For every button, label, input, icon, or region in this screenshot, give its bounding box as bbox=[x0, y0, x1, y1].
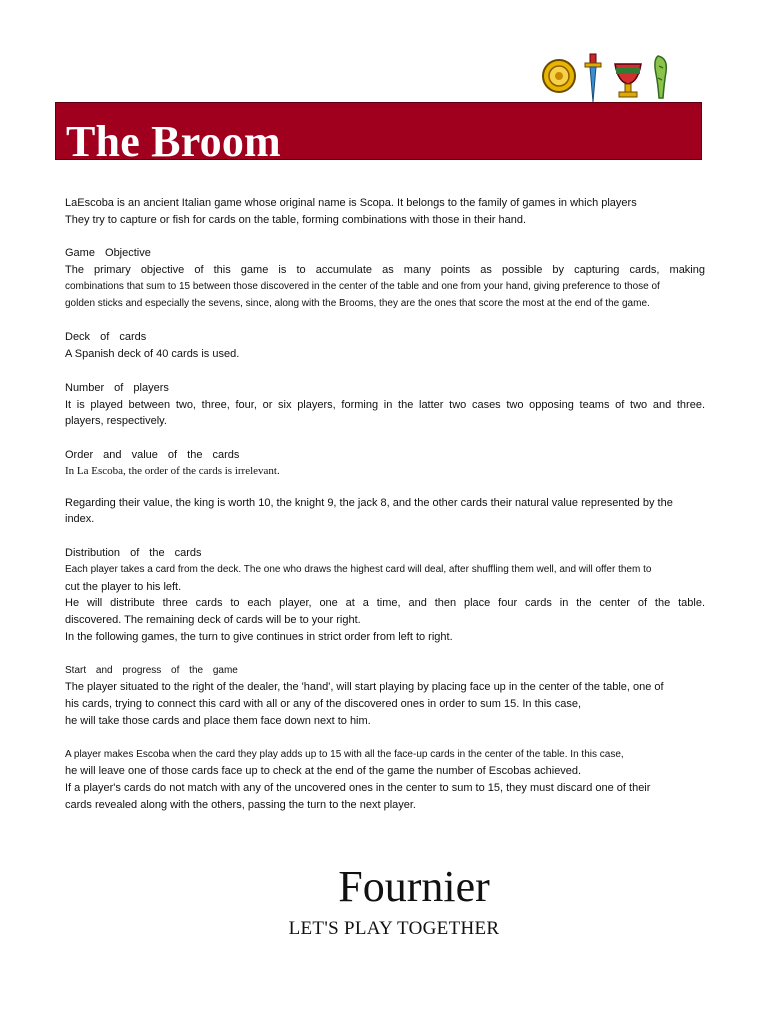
body-line: Regarding their value, the king is worth 10, the knight 9, the jack 8, and the other cards their natural value represented by the index. bbox=[65, 496, 673, 526]
body-line: A player makes Escoba when the card they play adds up to 15 with all the face-up cards in the center of the table. In this case, bbox=[65, 748, 624, 760]
body-line: players, respectively. bbox=[65, 415, 167, 428]
body-line: A Spanish deck of 40 cards is used. bbox=[65, 348, 240, 361]
cup-icon bbox=[615, 64, 641, 97]
body-line: cut the player to his left. bbox=[65, 580, 182, 593]
rules-body bbox=[65, 195, 705, 814]
body-line: he will take those cards and place them face down next to him. bbox=[65, 714, 371, 727]
intro-line: LaEscoba is an ancient Italian game whose original name is Scopa. It belongs to the family of games in which players bbox=[65, 197, 637, 209]
title-banner bbox=[55, 102, 702, 166]
suit-icons-group bbox=[540, 50, 675, 105]
brand-tagline: LET'S PLAY TOGETHER bbox=[288, 918, 500, 939]
body-line: It is played between two, three, four, or six players, forming in the latter two cases two opposing teams of two and three. bbox=[65, 398, 705, 411]
body-line: In the following games, the turn to give continues in strict order from left to right. bbox=[65, 630, 453, 643]
page-title: The Broom bbox=[66, 117, 281, 166]
section-heading: Start and progress of the game bbox=[65, 664, 238, 676]
body-line: his cards, trying to connect this card with all or any of the discovered ones in order to sum 15. In this case, bbox=[65, 698, 582, 711]
section-heading: Number of players bbox=[65, 381, 169, 394]
body-line: Each player takes a card from the deck. The one who draws the highest card will deal, after shuffling them well, and will offer them to bbox=[65, 563, 652, 575]
gold-coin-icon bbox=[543, 60, 575, 92]
section-heading: Order and value of the cards bbox=[65, 448, 240, 461]
body-line: combinations that sum to 15 between those discovered in the center of the table and one from your hand, giving preference to those of bbox=[65, 280, 660, 292]
body-line: In La Escoba, the order of the cards is irrelevant. bbox=[65, 464, 280, 477]
section-heading: Distribution of the cards bbox=[65, 546, 202, 559]
footer-brand bbox=[0, 862, 768, 940]
club-icon bbox=[655, 56, 666, 98]
sword-icon bbox=[585, 54, 601, 102]
section-heading: Game Objective bbox=[65, 247, 151, 260]
intro-line: They try to capture or fish for cards on the table, forming combinations with those in their hand. bbox=[65, 213, 527, 226]
brand-logo-text: Fournier bbox=[338, 862, 490, 911]
body-line: discovered. The remaining deck of cards will be to your right. bbox=[65, 614, 361, 627]
body-line: If a player's cards do not match with any of the uncovered ones in the center to sum to 15, they must discard one of their bbox=[65, 782, 651, 795]
body-line: He will distribute three cards to each player, one at a time, and then place four cards in the center of the table. bbox=[65, 597, 705, 610]
section-heading: Deck of cards bbox=[65, 331, 147, 344]
body-line: The primary objective of this game is to accumulate as many points as possible by capturing cards, making bbox=[65, 264, 705, 277]
body-line: he will leave one of those cards face up to check at the end of the game the number of Escobas achieved. bbox=[65, 765, 582, 778]
body-line: The player situated to the right of the dealer, the 'hand', will start playing by placing face up in the center of the table, one of bbox=[65, 681, 664, 694]
body-line: golden sticks and especially the sevens, since, along with the Brooms, they are the ones that score the most at the end of the game. bbox=[65, 297, 650, 309]
body-line: cards revealed along with the others, passing the turn to the next player. bbox=[65, 798, 416, 811]
